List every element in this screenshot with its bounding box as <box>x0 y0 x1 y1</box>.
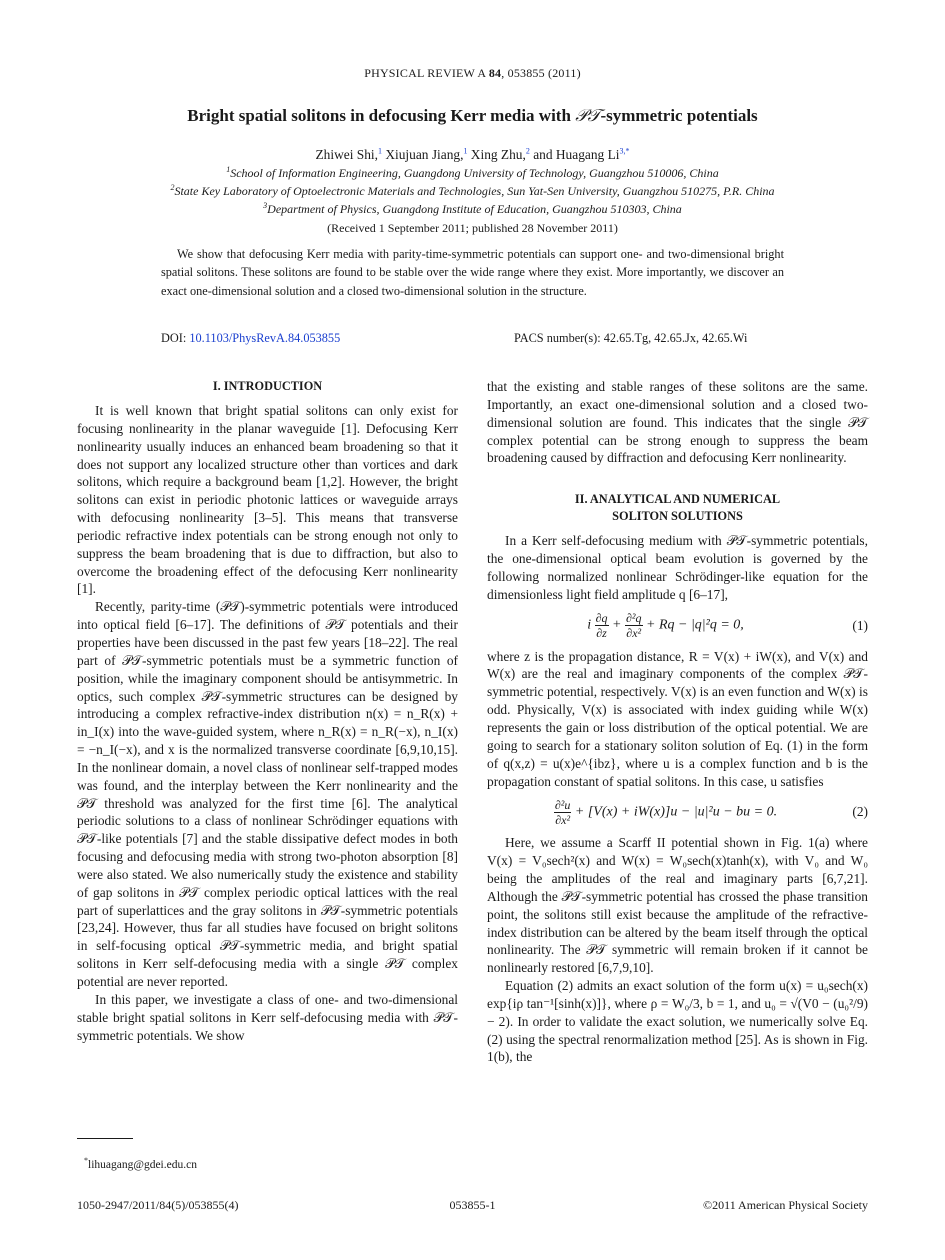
author-list <box>0 147 945 163</box>
author-name: Zhiwei Shi, <box>315 147 378 162</box>
affiliation-link[interactable]: 2 <box>525 146 530 156</box>
paragraph: Here, we assume a Scarff II potential shown in Fig. 1(a) where V(x) = V₀sech²(x) and W(x) = W₀sech(x)tanh(x), with V₀ and W₀ being the amplitudes of the real and imaginary parts [6,7,21]. Although the 𝒫𝒯-symmetric potential has crossed the phase transition point, the solitons still exist because the amplitude of the refractive-index distribution can be altered by the beam itself through the optical nonlinearity. The 𝒫𝒯 symmetric will remain broken if it cannot be nonlinearly restored [6,7,9,10]. <box>487 835 868 976</box>
footer-copyright: ©2011 American Physical Society <box>703 1198 868 1212</box>
equation-1 <box>487 604 868 648</box>
section-heading: I. INTRODUCTION <box>212 379 323 393</box>
abstract: We show that defocusing Kerr media with parity-time-symmetric potentials can support one- and two-dimensional bright spatial solitons. These solitons are found to be stable over the wide range where they exist. More importantly, we discover an exact one-dimensional solution and a closed two-dimensional solution in the structure. <box>161 247 784 298</box>
pt-symbol: 𝒫𝒯 <box>575 106 601 126</box>
equation-body: i $\frac{\partial q}{\partial z}$ + $\frac{\text{∂²q}}{\text{∂x²}}$ + Rq − |q|²q = 0, <box>587 611 744 641</box>
section-heading: II. ANALYTICAL AND NUMERICAL SOLITON SOLUTIONS <box>574 492 781 524</box>
affiliation: $^2$State Key Laboratory of Optoelectronic Materials and Technologies, Sun Yat-Sen University, Guangzhou 510275, P.R. China <box>170 183 775 198</box>
paragraph: Equation (2) admits an exact solution of the form u(x) = u₀sech(x) exp{iρ tan⁻¹[sinh(x)]}, where ρ = W₀/3, b = 1, and u₀ = √(V0 − (u₀²/9) − 2). In order to validate the exact solution, we numerically solve Eq. (2) using the spectral renormalization method [25]. As is shown in Fig. 1(b), the <box>487 978 868 1065</box>
paragraph: In a Kerr self-defocusing medium with 𝒫𝒯-symmetric potentials, the one-dimensional optical beam evolution is governed by the following normalized nonlinear Schrödinger-like equation for the dimensionless light field amplitude q [6–17], <box>487 533 868 602</box>
fraction: $\frac{\text{∂²q}}{\text{∂x²}}$ <box>625 611 642 641</box>
doi: DOI: 10.1103/PhysRevA.84.053855 <box>161 331 341 345</box>
article-number: , 053855 (2011) <box>501 66 581 80</box>
paragraph: where z is the propagation distance, R = V(x) + iW(x), and V(x) and W(x) are the real and imaginary components of the complex 𝒫𝒯-symmetric potential, respectively. V(x) is an even function and W(x) is odd. Physically, V(x) is associated with index guiding while W(x) represents the gain or loss distribution of the optical potential. We are going to search for a stationary soliton solution of Eq. (1) in the form of q(x,z) = u(x)e^{ibz}, where u is a complex function and b is the propagation constant of spatial solitons. In this case, u satisfies <box>487 648 868 789</box>
author-name: Xiujuan Jiang, <box>382 147 464 162</box>
footer-page-number: 053855-1 <box>449 1198 496 1212</box>
doi-link[interactable]: 10.1103/PhysRevA.84.053855 <box>189 331 341 345</box>
author-name: Xing Zhu, <box>467 147 526 162</box>
paragraph: Recently, parity-time (𝒫𝒯)-symmetric potentials were introduced into optical field [6–17]. The definitions of 𝒫𝒯 potentials and their properties have been discussed in the past few years [18–22]. The real part of 𝒫𝒯-symmetric potentials must be a symmetric function of position, while the imaginary component should be antisymmetric. In optics, such complex 𝒫𝒯-symmetric structures can be designed by introducing a complex refractive-index distribution n(x) = n_R(x) + in_I(x) into the wave-guided system, where n_R(x) = n_R(−x), n_I(x) = −n_I(−x), and x is the normalized transverse coordinate [6,9,10,15]. In the nonlinear domain, a novel class of nonlinear self-trapped modes was found, and the interplay between the Kerr nonlinearity and the 𝒫𝒯 threshold was analyzed for the first time [6]. The analytical periodic solutions to a class of nonlinear Schrödinger equations with 𝒫𝒯-like potentials [7] and the stable dissipative defect modes in both focusing and defocusing media with strong two-photon absorption [8] were also stated. We also numerically study the existence and stability of gap solitons in 𝒫𝒯 complex periodic optical lattices with the real part of superlattices and the gray solitons in 𝒫𝒯-symmetric potentials [23,24]. However, thus far all studies have focused on bright solitons in self-focusing optical 𝒫𝒯-symmetric media, and bright spatial solitons in Kerr self-defocusing media with a single 𝒫𝒯 complex potential are never reported. <box>77 599 458 989</box>
footnote-rule <box>77 1138 133 1139</box>
equation-2 <box>487 790 868 834</box>
equation-number: (2) <box>852 804 868 820</box>
fraction: $\frac{\text{∂²u}}{\text{∂x²}}$ <box>554 797 571 827</box>
paragraph: that the existing and stable ranges of these solitons are the same. Importantly, an exact one-dimensional solution and a closed two-dimensional solution are found. This indicates that the single 𝒫𝒯 complex potential can be strong enough to suppress the beam broadening caused by diffraction and defocusing Kerr nonlinearity. <box>487 379 868 466</box>
running-header <box>0 66 945 81</box>
affiliation: $^3$Department of Physics, Guangdong Institute of Education, Guangzhou 510303, China <box>263 201 682 216</box>
received-dates: (Received 1 September 2011; published 28 November 2011) <box>327 221 618 235</box>
footnote: *lihuagang@gdei.edu.cn <box>84 1156 197 1171</box>
author-name: and Huagang Li <box>529 147 620 162</box>
paragraph: It is well known that bright spatial solitons can only exist for focusing nonlinearity in the planar waveguide [1]. Defocusing Kerr nonlinearity usually induces an enhanced beam broadening so that it does not support any localized structure other than vortices and dark solitons, which require a background beam [1,2]. However, the bright solitons can exist in periodic photonic lattices or waveguide arrays with defocusing nonlinearity [3–5]. This means that transverse periodic refractive index potentials can be strong enough not only to suppress the beam broadening that is due to diffraction, but also to overcome the broadening effect of the defocusing Kerr nonlinearity [1]. <box>77 403 458 597</box>
affiliation: $^1$School of Information Engineering, Guangdong University of Technology, Guangzhou 510006, China <box>226 165 719 180</box>
affiliation-link[interactable]: 1 <box>463 146 468 156</box>
equation-body: $\frac{\text{∂²u}}{\text{∂x²}}$ + [V(x) + iW(x)]u − |u|²u − bu = 0. <box>554 797 778 827</box>
journal-name: PHYSICAL REVIEW A <box>364 66 486 80</box>
fraction: $\frac{\partial q}{\partial z}$ <box>595 611 608 641</box>
paper-title: Bright spatial solitons in defocusing Kerr media with 𝒫𝒯-symmetric potentials <box>187 106 758 126</box>
footer-issn: 1050-2947/2011/84(5)/053855(4) <box>77 1198 239 1212</box>
right-column <box>487 378 868 1066</box>
pacs-numbers: PACS number(s): 42.65.Tg, 42.65.Jx, 42.65.Wi <box>514 331 748 345</box>
left-column <box>77 378 458 1044</box>
equation-number: (1) <box>852 617 868 633</box>
paragraph: In this paper, we investigate a class of one- and two-dimensional stable bright spatial solitons in Kerr self-defocusing media with 𝒫𝒯-symmetric potentials. We show <box>77 991 458 1043</box>
affiliation-link[interactable]: 1 <box>378 146 382 156</box>
corresponding-email: lihuagang@gdei.edu.cn <box>88 1159 197 1171</box>
affiliation-link[interactable]: 3,* <box>619 146 630 156</box>
journal-volume: 84 <box>488 66 502 80</box>
